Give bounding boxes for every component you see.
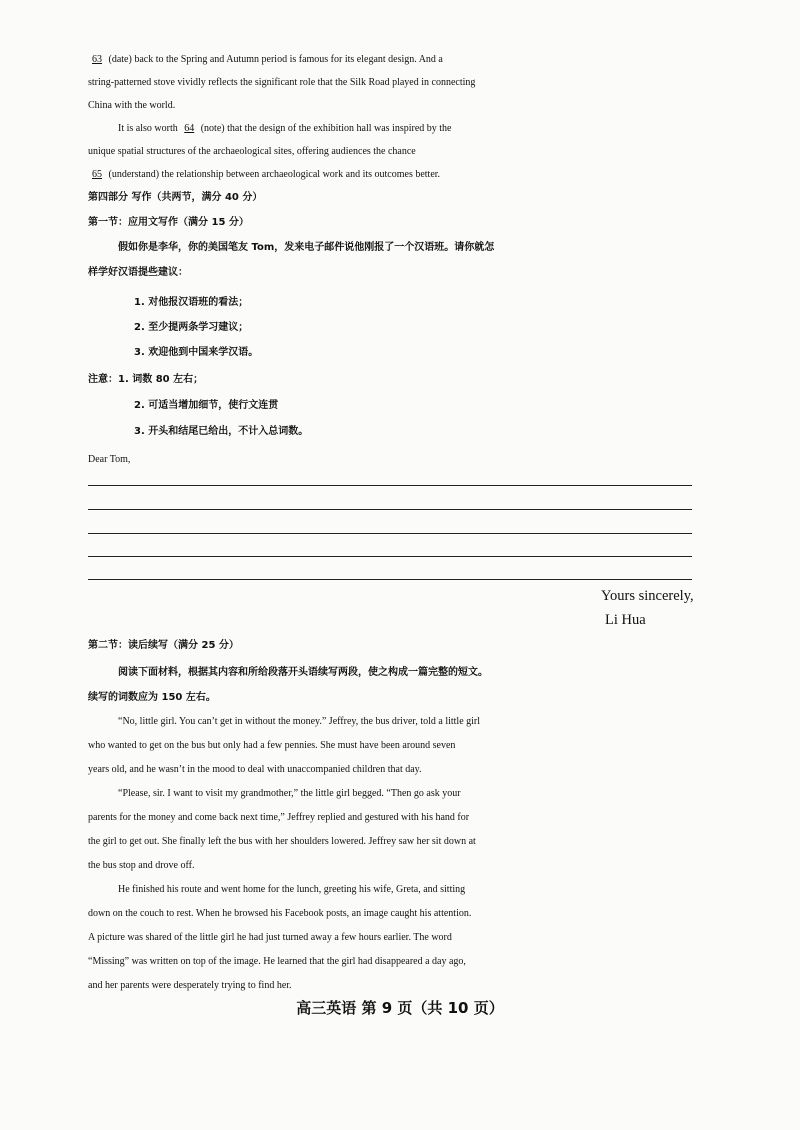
story-line: who wanted to get on the bus but only had a few pennies. She must have been around seven <box>88 740 456 751</box>
requirement-item: 1. 对他报汉语班的看法； <box>134 297 249 308</box>
passage-line: 63 (date) back to the Spring and Autumn period is famous for its elegant design. And a <box>88 50 708 70</box>
note-item: 3. 开头和结尾已给出，不计入总词数。 <box>134 426 309 437</box>
letter-greeting: Dear Tom, <box>88 454 131 465</box>
story-line: “Please, sir. I want to visit my grandmother,” the little girl begged. “Then go ask your <box>118 788 461 799</box>
part4-heading: 第四部分 写作（共两节，满分 40 分） <box>88 192 263 203</box>
writing-line[interactable] <box>88 485 692 486</box>
passage-line: It is also worth 64 (note) that the design of the exhibition hall was inspired by the <box>118 119 738 139</box>
section2-heading: 第二节：读后续写（满分 25 分） <box>88 640 239 651</box>
blank-64[interactable]: 64 <box>184 123 195 134</box>
section2-instruction: 阅读下面材料，根据其内容和所给段落开头语续写两段，使之构成一篇完整的短文。 <box>118 667 488 678</box>
letter-closing: Yours sincerely, <box>601 588 694 604</box>
writing-line[interactable] <box>88 509 692 510</box>
story-line: down on the couch to rest. When he browsed his Facebook posts, an image caught his attention. <box>88 908 472 919</box>
notes-label: 注意： <box>88 374 118 385</box>
section1-prompt: 样学好汉语提些建议： <box>88 267 188 278</box>
story-line: the girl to get out. She finally left the bus with her shoulders lowered. Jeffrey saw her sit down at <box>88 836 476 847</box>
requirement-item: 2. 至少提两条学习建议； <box>134 322 249 333</box>
passage-line: unique spatial structures of the archaeological sites, offering audiences the chance <box>88 146 416 157</box>
story-line: years old, and he wasn’t in the mood to deal with unaccompanied children that day. <box>88 764 422 775</box>
story-line: and her parents were desperately trying to find her. <box>88 980 292 991</box>
passage-line: China with the world. <box>88 100 176 111</box>
story-line: parents for the money and come back next time,” Jeffrey replied and gestured with his hand for <box>88 812 470 823</box>
writing-line[interactable] <box>88 533 692 534</box>
story-line: “Missing” was written on top of the image. He learned that the girl had disappeared a day ago, <box>88 956 466 967</box>
page-footer: 高三英语 第 9 页（共 10 页） <box>296 999 504 1017</box>
story-line: “No, little girl. You can’t get in without the money.” Jeffrey, the bus driver, told a little girl <box>118 716 481 727</box>
blank-65[interactable]: 65 <box>92 169 102 180</box>
story-line: the bus stop and drove off. <box>88 860 195 871</box>
passage-line: string-patterned stove vividly reflects the significant role that the Silk Road played in connecting <box>88 77 476 88</box>
story-line: A picture was shared of the little girl he had just turned away a few hours earlier. The word <box>88 932 452 943</box>
passage-line: 65 (understand) the relationship between archaeological work and its outcomes better. <box>88 165 708 185</box>
notes-row <box>88 370 708 390</box>
section1-prompt: 假如你是李华，你的美国笔友 Tom，发来电子邮件说他刚报了一个汉语班。请你就怎 <box>118 242 495 253</box>
section1-heading: 第一节：应用文写作（满分 15 分） <box>88 217 249 228</box>
requirement-item: 3. 欢迎他到中国来学汉语。 <box>134 347 259 358</box>
letter-signature: Li Hua <box>605 612 646 628</box>
note-item: 1. 词数 80 左右； <box>118 374 204 385</box>
blank-63[interactable]: 63 <box>92 54 102 65</box>
writing-line[interactable] <box>88 579 692 580</box>
note-item: 2. 可适当增加细节，使行文连贯 <box>134 400 279 411</box>
writing-line[interactable] <box>88 556 692 557</box>
story-line: He finished his route and went home for the lunch, greeting his wife, Greta, and sitting <box>118 884 466 895</box>
section2-instruction: 续写的词数应为 150 左右。 <box>88 692 216 703</box>
